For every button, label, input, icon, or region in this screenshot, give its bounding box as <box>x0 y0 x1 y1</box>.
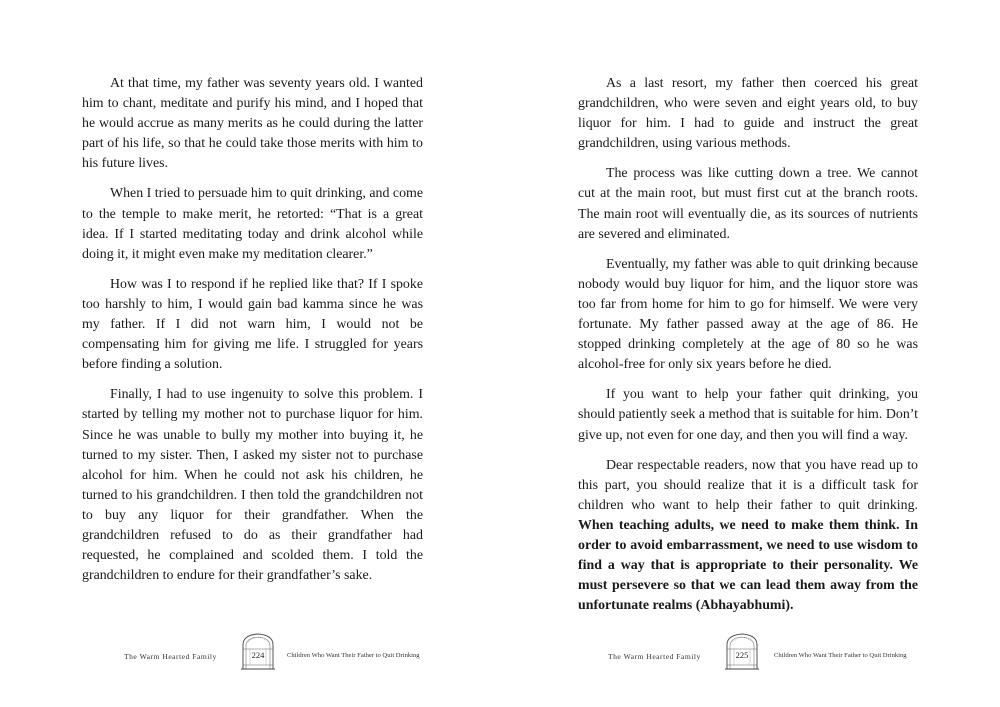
paragraph: If you want to help your father quit drinking, you should patiently seek a method that is suitable for him. Don’t give up, not even for one day, and then you will find a way. <box>578 387 918 443</box>
right-page-body <box>578 74 918 626</box>
final-paragraph-plain: Dear respectable readers, now that you have read up to this part, you should realize that it is a difficult task for children who want to help their father to quit drinking. <box>578 457 918 513</box>
paragraph: At that time, my father was seventy years old. I wanted him to chant, meditate and purify his mind, and I hoped that he would accrue as many merits as he could during the latter part of his life, so that he could take those merits with him to his future lives. <box>82 76 423 172</box>
final-paragraph-bold: When teaching adults, we need to make them think. In order to avoid embarrassment, we need to use wisdom to find a way that is appropriate to their personality. We must persevere so that we can lead them away from the unfortunate realms (Abhayabhumi). <box>578 517 918 614</box>
running-title: The Warm Hearted Family <box>608 652 701 661</box>
right-page <box>500 0 1000 707</box>
page-number: 224 <box>251 650 265 660</box>
chapter-title: Children Who Want Their Father to Quit Drinking <box>287 652 420 659</box>
paragraph: When I tried to persuade him to quit drinking, and come to the temple to make merit, he retorted: “That is a great idea. If I started meditating today and drink alcohol while doing it, it might even make my meditation clearer.” <box>82 186 423 262</box>
paragraph: The process was like cutting down a tree. We cannot cut at the main root, but must first cut at the branch roots. The main root will eventually die, as its sources of nutrients are severed and eliminated. <box>578 166 918 242</box>
page-number-arch <box>238 631 278 671</box>
paragraph: Eventually, my father was able to quit drinking because nobody would buy liquor for him, and the liquor store was too far from home for him to go for himself. We were very fortunate. My father passed away at the age of 86. He stopped drinking completely at the age of 80 so he was alcohol-free for only six years before he died. <box>578 256 918 373</box>
paragraph: As a last resort, my father then coerced his great grandchildren, who were seven and eight years old, to buy liquor for him. I had to guide and instruct the great grandchildren, using various methods. <box>578 76 918 152</box>
page-number-arch <box>722 631 762 671</box>
paragraph: How was I to respond if he replied like that? If I spoke too harshly to him, I would gain bad kamma since he was my father. If I did not warn him, I would not be compensating him for giving me life. I struggled for years before finding a solution. <box>82 276 423 373</box>
left-page-body <box>82 74 423 596</box>
left-page-footer <box>0 631 500 671</box>
right-page-footer <box>500 631 1000 671</box>
running-title: The Warm Hearted Family <box>124 652 217 661</box>
paragraph: Finally, I had to use ingenuity to solve this problem. I started by telling my mother not to purchase liquor for him. Since he was unable to bully my mother into buying it, he turned to my sister. Then, I asked my sister not to purchase alcohol for him. When he could not ask his children, he turned to his grandchildren. I then told the grandchildren not to buy any liquor for their grandfather. When the grandchildren refused to do as their grandfather had requested, he complained and scolded them. I told the grandchildren to endure for their grandfather’s sake. <box>82 387 423 584</box>
final-paragraph <box>578 456 918 617</box>
chapter-title: Children Who Want Their Father to Quit Drinking <box>774 652 907 659</box>
page-number: 225 <box>735 650 749 660</box>
